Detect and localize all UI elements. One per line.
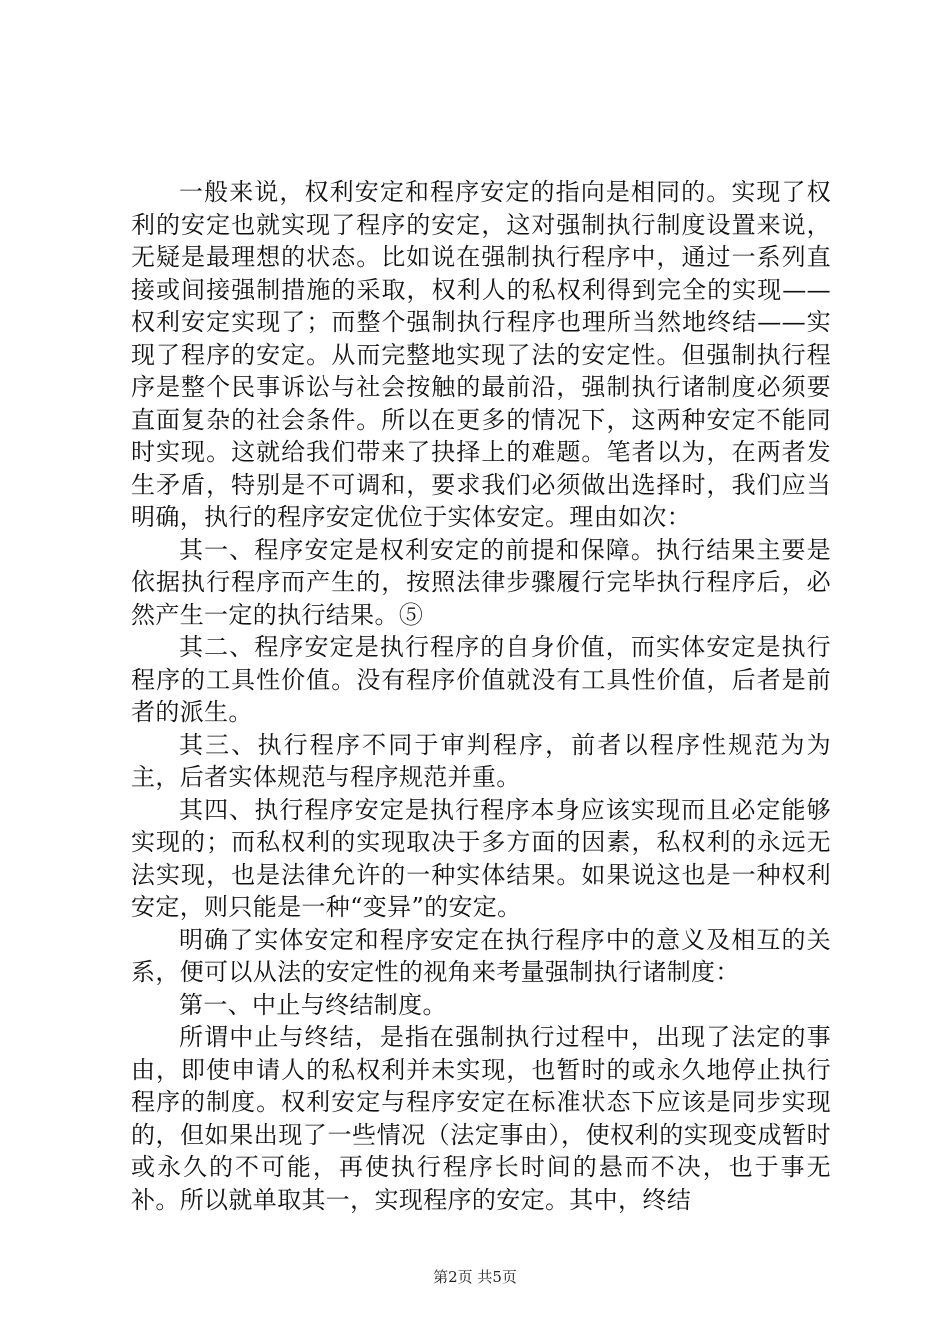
paragraph-reason-three: 其三、执行程序不同于审判程序，前者以程序性规范为为主，后者实体规范与程序规范并重。: [131, 730, 831, 791]
paragraph-reason-four: 其四、执行程序安定是执行程序本身应该实现而且必定能够实现的；而私权利的实现取决于多方面的因素，私权利的永远无法实现，也是法律允许的一种实体结果。如果说这也是一种权利安定，则只能是一种“变异”的安定。: [131, 795, 831, 921]
page-number-footer: 第2页 共5页: [433, 1268, 517, 1286]
paragraph-transition: 明确了实体安定和程序安定在执行程序中的意义及相互的关系，便可以从法的安定性的视角来考量强制执行诸制度：: [131, 925, 831, 986]
paragraph-rights-vs-procedure: 一般来说，权利安定和程序安定的指向是相同的。实现了权利的安定也就实现了程序的安定，这对强制执行制度设置来说，无疑是最理想的状态。比如说在强制执行程序中，通过一系列直接或间接强制措施的采取，权利人的私权利得到完全的实现——权利安定实现了；而整个强制执行程序也理所当然地终结——实现了程序的安定。从而完整地实现了法的安定性。但强制执行程序是整个民事诉讼与社会按触的最前沿，强制执行诸制度必须要直面复杂的社会条件。所以在更多的情况下，这两种安定不能同时实现。这就给我们带来了抉择上的难题。笔者以为，在两者发生矛盾，特别是不可调和，要求我们必须做出选择时，我们应当明确，执行的程序安定优位于实体安定。理由如次：: [131, 178, 831, 531]
paragraph-suspension-termination: 所谓中止与终结，是指在强制执行过程中，出现了法定的事由，即使申请人的私权利并未实现，也暂时的或永久地停止执行程序的制度。权利安定与程序安定在标准状态下应该是同步实现的，但如果出现了一些情况（法定事由），使权利的实现变成暂时或永久的不可能，再使执行程序长时间的悬而不决，也于事无补。所以就单取其一，实现程序的安定。其中，终结: [131, 1023, 831, 1214]
paragraph-reason-two: 其二、程序安定是执行程序的自身价值，而实体安定是执行程序的工具性价值。没有程序价值就没有工具性价值，后者是前者的派生。: [131, 633, 831, 726]
paragraph-reason-one: 其一、程序安定是权利安定的前提和保障。执行结果主要是依据执行程序而产生的，按照法律步骤履行完毕执行程序后，必然产生一定的执行结果。⑤: [131, 535, 831, 629]
section-heading-suspension-termination: 第一、中止与终结制度。: [179, 990, 447, 1019]
document-body: [131, 176, 831, 1216]
